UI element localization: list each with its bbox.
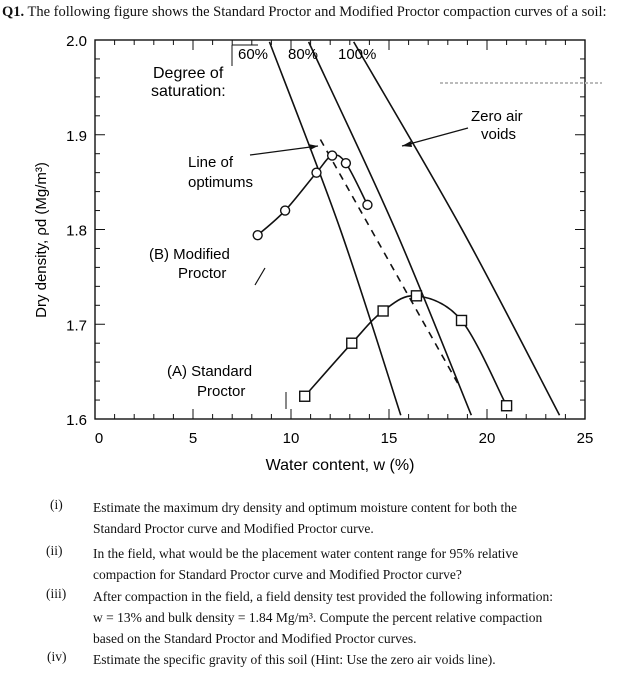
series-line-b-modified-proctor <box>258 155 368 235</box>
annotation-modified-1: (B) Modified <box>149 246 230 263</box>
annotation-standard-1: (A) Standard <box>167 363 253 380</box>
question-number-3: (iii) <box>46 586 67 601</box>
annotation-saturation-title-1: Degree of <box>153 65 224 82</box>
question-number: Q1. <box>2 4 25 20</box>
annotation-sat-80: 80% <box>288 46 319 63</box>
modified-proctor-point <box>328 151 337 160</box>
modified-leader <box>255 268 265 285</box>
modified-proctor-point <box>341 159 350 168</box>
question-text-line: compaction for Standard Proctor curve and Modified Proctor curve? <box>93 567 462 582</box>
annotations <box>149 45 602 409</box>
y-tick-label: 1.7 <box>66 317 87 335</box>
question-text-line: Estimate the maximum dry density and optimum moisture content for both the <box>93 500 518 515</box>
y-tick-label: 2.0 <box>66 33 87 50</box>
annotation-optimums-2: optimums <box>188 174 254 191</box>
annotation-modified-2: Proctor <box>178 265 227 282</box>
question-text-line: In the field, what would be the placement water content range for 95% relative <box>93 546 519 561</box>
series-markers <box>253 151 511 411</box>
y-axis-label: Dry density, ρd (Mg/m³) <box>33 162 50 318</box>
y-tick-label: 1.8 <box>66 222 87 240</box>
standard-proctor-point <box>502 401 512 411</box>
question-number-2: (ii) <box>46 543 63 558</box>
optimums-leader <box>250 146 318 155</box>
series-line-line-of-optimums <box>320 140 457 384</box>
zero-air-arrowhead <box>402 141 412 147</box>
question-text-line: Estimate the specific gravity of this soil (Hint: Use the zero air voids line). <box>93 652 496 667</box>
series-line-a-standard-proctor <box>305 296 507 406</box>
annotation-optimums-1: Line of <box>188 154 234 171</box>
tick-labels <box>66 33 593 447</box>
x-tick-label: 0 <box>94 430 104 447</box>
annotation-sat-60: 60% <box>238 46 269 63</box>
question-number-4: (iv) <box>47 649 67 664</box>
question-number-1: (i) <box>50 497 63 512</box>
question-text-line: w = 13% and bulk density = 1.84 Mg/m³. Compute the percent relative compaction <box>93 610 543 625</box>
question-intro: The following figure shows the Standard Proctor and Modified Proctor compaction curves of a soil: <box>24 4 607 20</box>
x-tick-label: 10 <box>282 430 300 447</box>
series-line-100 <box>354 42 560 415</box>
modified-proctor-point <box>363 200 372 209</box>
x-tick-label: 5 <box>188 430 198 447</box>
annotation-zero-air-1: Zero air <box>471 108 523 125</box>
modified-proctor-point <box>253 231 262 240</box>
annotation-sat-100: 100% <box>338 46 377 63</box>
x-tick-label: 25 <box>576 430 594 447</box>
question-text-line: After compaction in the field, a field density test provided the following information: <box>93 589 554 604</box>
zero-air-leader <box>402 128 468 146</box>
optimums-arrowhead <box>308 144 318 150</box>
x-axis-label: Water content, w (%) <box>265 457 415 474</box>
series-line-80 <box>309 42 472 415</box>
standard-proctor-point <box>300 391 310 401</box>
series-lines <box>258 42 560 415</box>
standard-proctor-point <box>457 315 467 325</box>
standard-proctor-point <box>411 291 421 301</box>
standard-proctor-point <box>347 338 357 348</box>
modified-proctor-point <box>281 206 290 215</box>
annotation-standard-2: Proctor <box>197 383 246 400</box>
question-text-line: Standard Proctor curve and Modified Proctor curve. <box>93 521 374 536</box>
modified-proctor-point <box>312 168 321 177</box>
standard-proctor-point <box>378 306 388 316</box>
x-tick-label: 20 <box>478 430 496 447</box>
annotation-saturation-title-2: saturation: <box>151 83 226 100</box>
question-text-line: based on the Standard Proctor and Modified Proctor curves. <box>93 631 417 646</box>
y-tick-label: 1.6 <box>66 412 87 429</box>
annotation-zero-air-2: voids <box>481 126 517 143</box>
x-tick-label: 15 <box>380 430 398 447</box>
y-tick-label: 1.9 <box>66 127 87 145</box>
